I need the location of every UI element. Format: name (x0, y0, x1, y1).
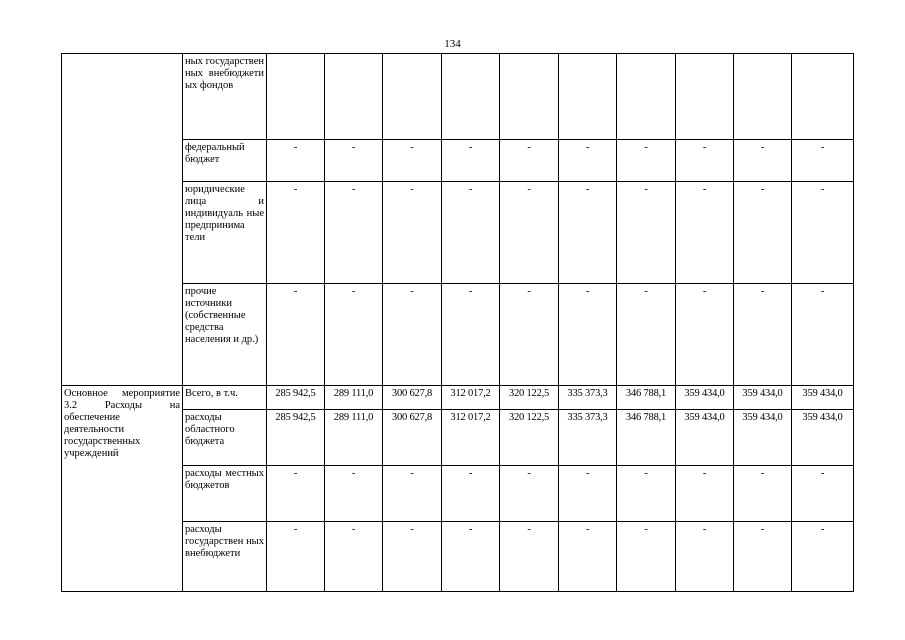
value-cell: - (792, 466, 854, 522)
value-cell: - (442, 140, 500, 182)
funding-source-label: расходы местных бюджетов (185, 468, 264, 491)
value-cell (559, 54, 617, 140)
funding-source-cell (183, 54, 267, 140)
value-cell: 289 111,0 (325, 410, 383, 466)
value-cell: - (792, 182, 854, 284)
value-cell: 359 434,0 (734, 386, 792, 410)
value-cell (500, 54, 559, 140)
table-row (62, 386, 854, 410)
value-cell: - (383, 466, 442, 522)
value-cell: 359 434,0 (676, 386, 734, 410)
value-cell: 300 627,8 (383, 410, 442, 466)
value-cell: - (500, 182, 559, 284)
value-cell: - (383, 522, 442, 592)
value-cell: - (734, 140, 792, 182)
funding-source-cell (183, 410, 267, 466)
value-cell: 289 111,0 (325, 386, 383, 410)
value-cell: 359 434,0 (792, 410, 854, 466)
value-cell: - (617, 140, 676, 182)
value-cell: - (267, 522, 325, 592)
value-cell: - (617, 522, 676, 592)
value-cell: - (734, 466, 792, 522)
funding-source-cell (183, 140, 267, 182)
value-cell: - (617, 182, 676, 284)
value-cell: - (676, 284, 734, 386)
value-cell: - (267, 284, 325, 386)
value-cell: - (500, 466, 559, 522)
value-cell: - (442, 522, 500, 592)
page-number: 134 (444, 38, 461, 50)
value-cell: - (676, 522, 734, 592)
funding-source-label: расходы государствен ных внебюджети (185, 524, 264, 559)
funding-source-cell (183, 466, 267, 522)
value-cell: 335 373,3 (559, 410, 617, 466)
value-cell: 359 434,0 (734, 410, 792, 466)
value-cell: - (792, 140, 854, 182)
value-cell: 312 017,2 (442, 410, 500, 466)
value-cell: - (676, 466, 734, 522)
value-cell: 359 434,0 (676, 410, 734, 466)
value-cell: - (383, 140, 442, 182)
value-cell: - (267, 466, 325, 522)
value-cell (734, 54, 792, 140)
value-cell: - (325, 466, 383, 522)
value-cell: - (559, 182, 617, 284)
value-cell: - (325, 284, 383, 386)
value-cell: - (383, 284, 442, 386)
value-cell: 346 788,1 (617, 410, 676, 466)
value-cell: - (792, 522, 854, 592)
value-cell: 359 434,0 (792, 386, 854, 410)
value-cell: - (676, 182, 734, 284)
value-cell: - (559, 140, 617, 182)
value-cell: - (676, 140, 734, 182)
value-cell: - (500, 140, 559, 182)
value-cell (792, 54, 854, 140)
value-cell: - (442, 284, 500, 386)
value-cell: - (792, 284, 854, 386)
value-cell: 285 942,5 (267, 410, 325, 466)
funding-source-label: юридические лица и индивидуаль ные предпринима тели (185, 184, 264, 243)
value-cell: - (325, 182, 383, 284)
value-cell: - (325, 140, 383, 182)
value-cell: - (559, 522, 617, 592)
funding-source-label: ных государствен ных внебюджети ых фондов (185, 56, 264, 91)
funding-source-label: федеральный бюджет (185, 142, 245, 165)
value-cell: - (617, 284, 676, 386)
value-cell (325, 54, 383, 140)
value-cell (267, 54, 325, 140)
funding-source-cell (183, 522, 267, 592)
funding-source-cell (183, 182, 267, 284)
value-cell: 320 122,5 (500, 410, 559, 466)
table-row (62, 54, 854, 140)
value-cell (383, 54, 442, 140)
value-cell: 312 017,2 (442, 386, 500, 410)
value-cell: - (383, 182, 442, 284)
value-cell: - (267, 140, 325, 182)
funding-source-label: прочие источники (собственные средства населения и др.) (185, 286, 259, 345)
value-cell: 346 788,1 (617, 386, 676, 410)
value-cell: - (500, 522, 559, 592)
activity-cell (62, 386, 183, 592)
value-cell: 335 373,3 (559, 386, 617, 410)
funding-source-cell (183, 386, 267, 410)
budget-table (61, 53, 854, 592)
value-cell: - (442, 182, 500, 284)
value-cell: - (734, 284, 792, 386)
funding-source-cell (183, 284, 267, 386)
value-cell: 285 942,5 (267, 386, 325, 410)
activity-cell (62, 54, 183, 386)
value-cell: - (559, 466, 617, 522)
value-cell: - (267, 182, 325, 284)
value-cell: - (325, 522, 383, 592)
value-cell (442, 54, 500, 140)
table-body (62, 54, 854, 592)
value-cell: - (442, 466, 500, 522)
value-cell (676, 54, 734, 140)
value-cell: - (734, 522, 792, 592)
funding-source-label: Всего, в т.ч. (185, 388, 238, 399)
value-cell: - (617, 466, 676, 522)
value-cell (617, 54, 676, 140)
activity-label: Основное мероприятие 3.2 Расходы на обеспечение деятельности государственных учреждений (64, 388, 180, 459)
funding-source-label: расходы областного бюджета (185, 412, 235, 447)
value-cell: 320 122,5 (500, 386, 559, 410)
value-cell: 300 627,8 (383, 386, 442, 410)
value-cell: - (734, 182, 792, 284)
value-cell: - (559, 284, 617, 386)
value-cell: - (500, 284, 559, 386)
